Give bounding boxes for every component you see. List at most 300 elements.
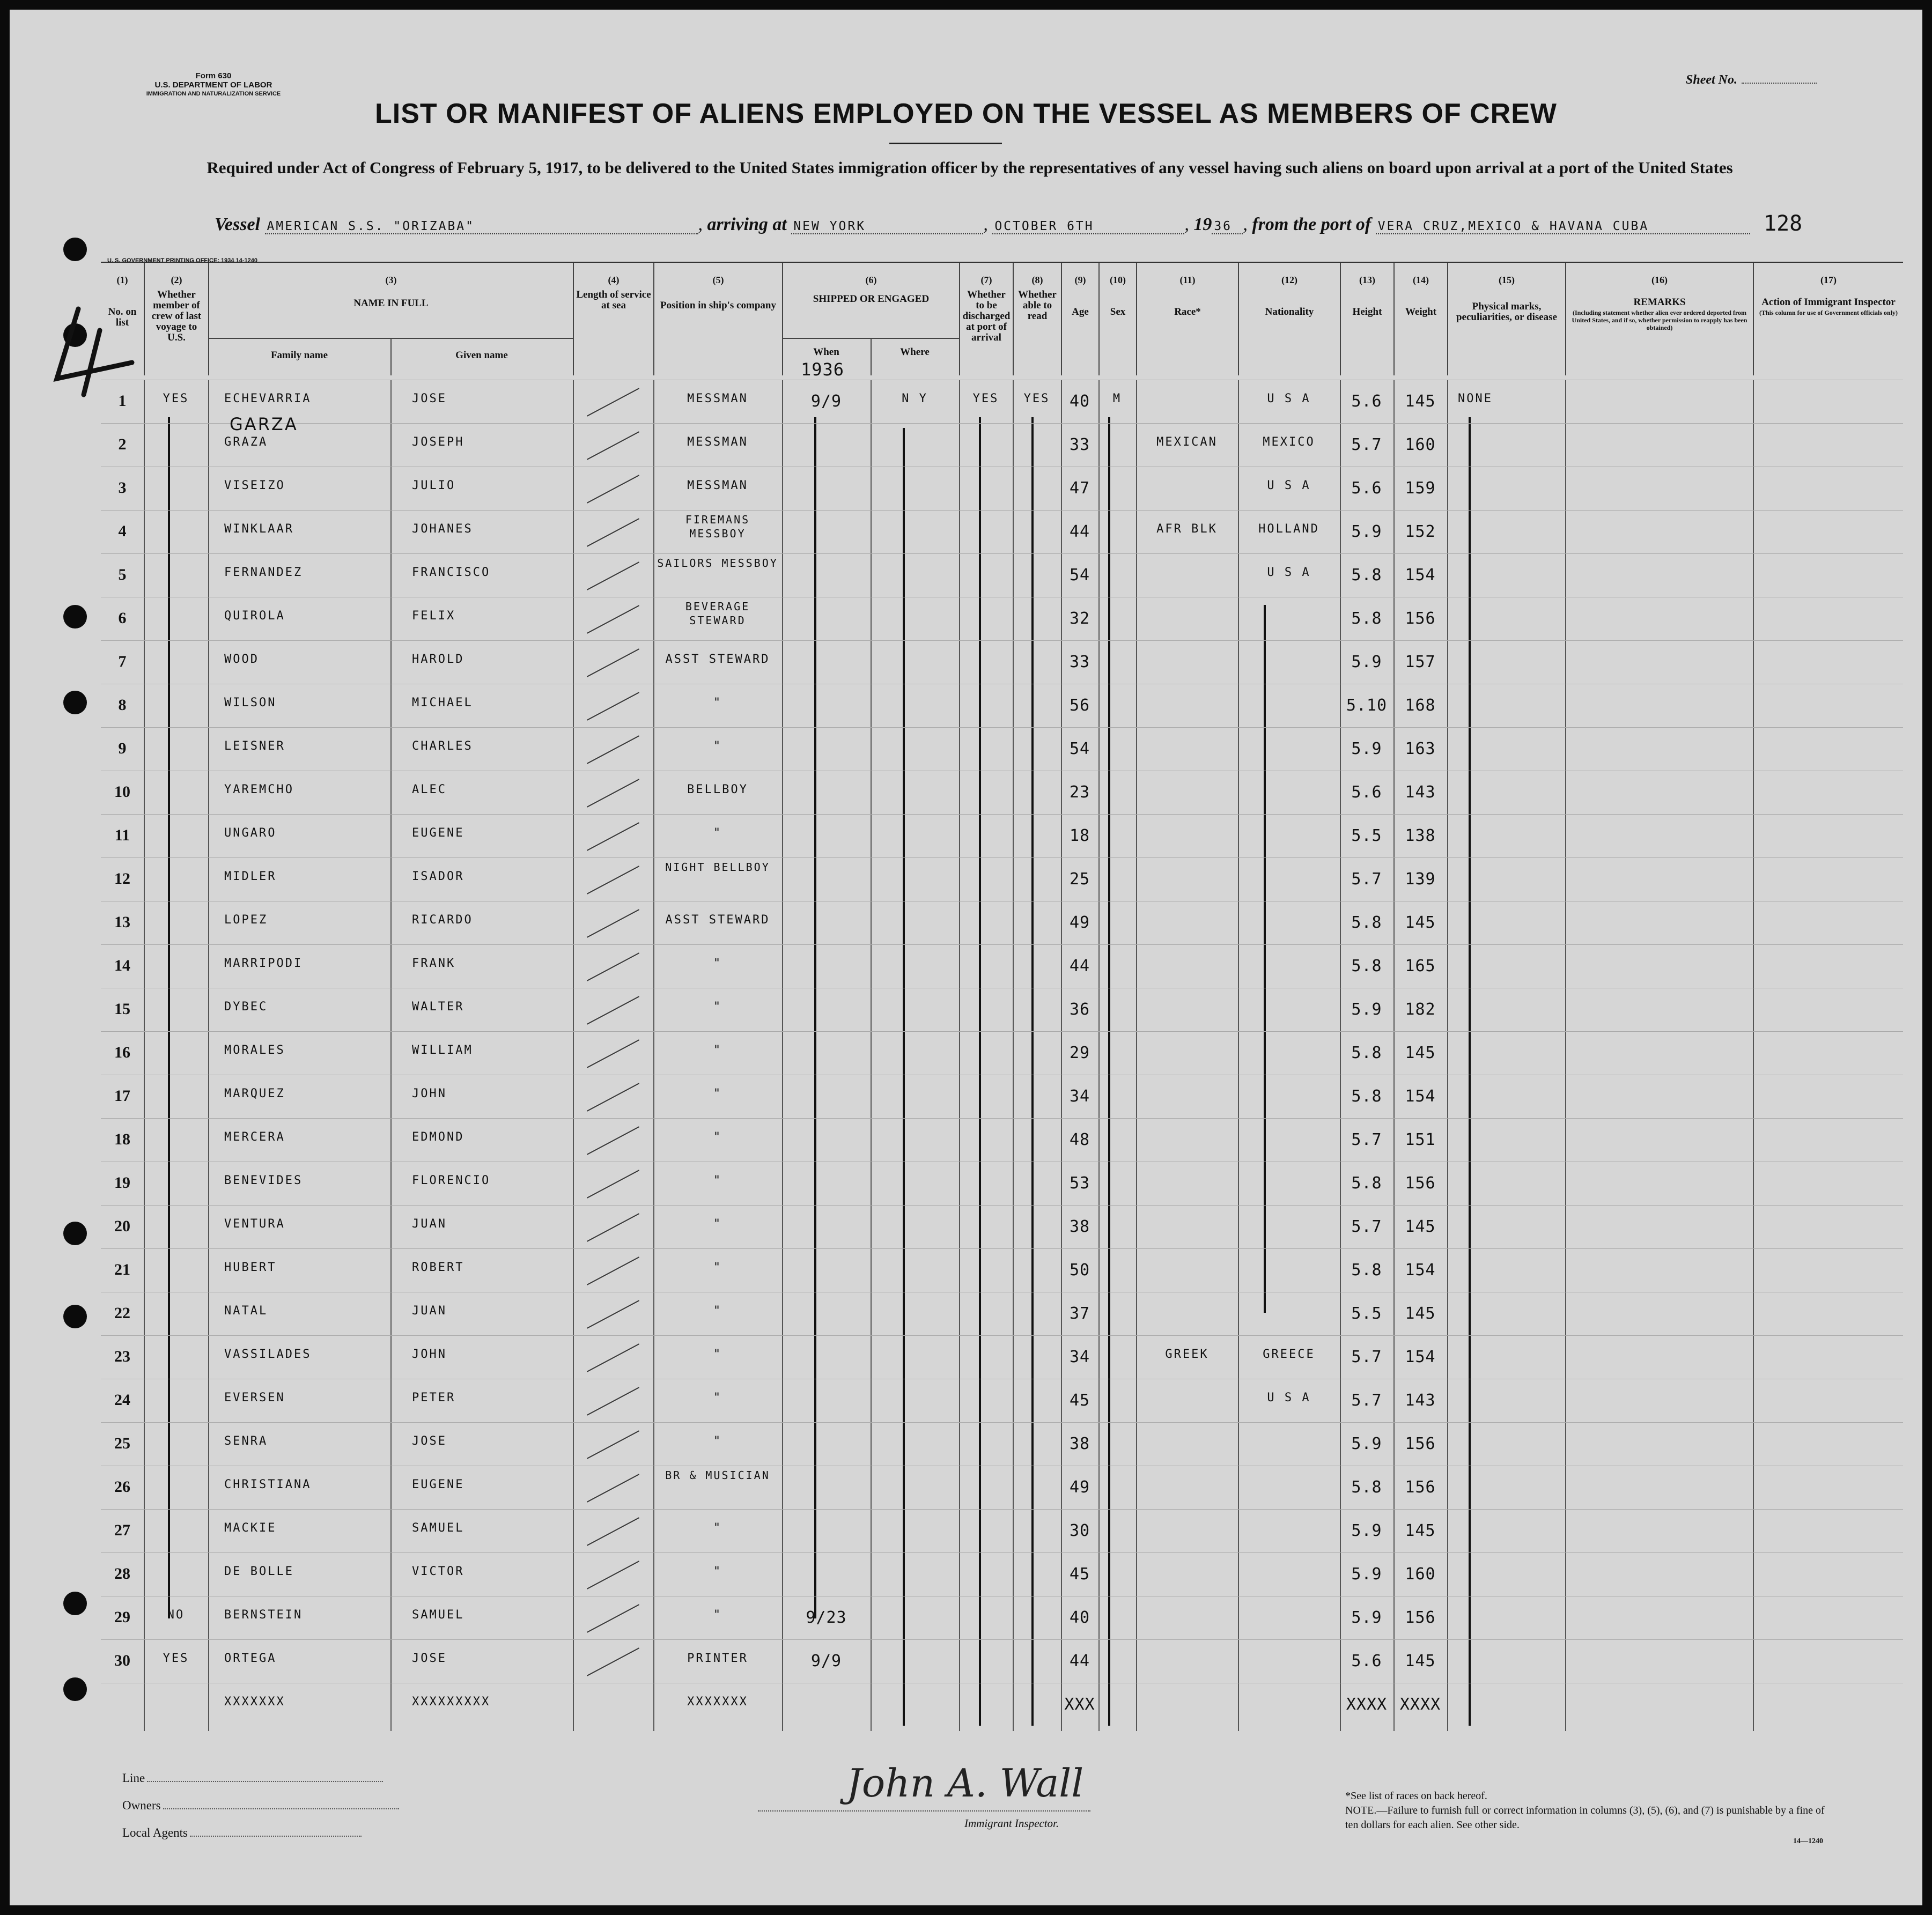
cell-n: 27 (114, 1521, 130, 1539)
cell-family: BERNSTEIN (224, 1608, 303, 1622)
cell-height: 5.8 (1351, 1478, 1382, 1497)
header-physical-marks: (15) Physical marks, peculiarities, or disease (1447, 263, 1565, 375)
cell-position: " (713, 1044, 722, 1057)
form-code: 14—1240 (1793, 1837, 1823, 1845)
cell-family: ECHEVARRIA (224, 392, 312, 405)
cell-position: " (713, 1521, 722, 1535)
cell-height: 5.6 (1351, 479, 1382, 498)
cell-given: CHARLES (412, 740, 473, 753)
cell-given: EDMOND (412, 1130, 464, 1144)
service-length-mark (587, 561, 639, 590)
cell-position: " (713, 1130, 722, 1144)
cell-given: PETER (412, 1391, 456, 1404)
cell-position: " (713, 1000, 722, 1014)
cell-position: " (713, 1217, 722, 1231)
cell-nationality: U S A (1267, 479, 1311, 492)
cell-marks: NONE (1458, 392, 1493, 405)
footnotes (1345, 1789, 1828, 1832)
cell-age: 45 (1069, 1565, 1090, 1584)
header-shipped-or-engaged: (6) SHIPPED OR ENGAGED (782, 263, 959, 375)
cell-height: 5.7 (1351, 1217, 1382, 1236)
footer-fields (122, 1764, 399, 1846)
cell-family: MIDLER (224, 870, 277, 883)
cell-given: WILLIAM (412, 1044, 473, 1057)
header-remarks: (16) REMARKS (Including statement whether alien ever ordered deported from United States, and if so, whether permission to reapply has been obtained) (1565, 263, 1753, 375)
cell-position: BEVERAGE STEWARD (685, 600, 750, 627)
service-length-mark (587, 1256, 639, 1285)
cell-weight: 154 (1405, 1087, 1436, 1106)
cell-age: 54 (1069, 740, 1090, 758)
punch-hole (63, 238, 87, 261)
cell-weight: 145 (1405, 913, 1436, 932)
manifest-sheet (10, 10, 1922, 1905)
cell-given: FRANK (412, 957, 456, 970)
cell-position: " (713, 1348, 722, 1361)
cell-nationality: U S A (1267, 566, 1311, 579)
page-number: 128 (1764, 211, 1803, 236)
header-age: (9) Age (1061, 263, 1098, 375)
table-row (101, 771, 1903, 815)
header-member-of-crew: (2) Whether member of crew of last voyage to U.S. (144, 263, 208, 375)
cell-family: BENEVIDES (224, 1174, 303, 1187)
cell-weight: XXXX (1399, 1695, 1441, 1714)
header-position: (5) Position in ship's company (653, 263, 782, 375)
cell-weight: 152 (1405, 522, 1436, 541)
cell-race: MEXICAN (1156, 435, 1218, 449)
header-discharged: (7) Whether to be discharged at port of arrival (959, 263, 1013, 375)
cell-age: 40 (1069, 392, 1090, 411)
cell-discharged: YES (972, 392, 999, 405)
cell-age: 56 (1069, 696, 1090, 715)
cell-height: 5.8 (1351, 913, 1382, 932)
arrival-year: 36 (1212, 219, 1243, 234)
table-row (101, 380, 1903, 424)
cell-family: FERNANDEZ (224, 566, 303, 579)
shipped-year: 1936 (801, 359, 845, 380)
vessel-name: AMERICAN S.S. "ORIZABA" (265, 219, 698, 234)
column-headers (101, 262, 1903, 380)
voyage-line: Vessel AMERICAN S.S. "ORIZABA" , arriving at NEW YORK , OCTOBER 6TH , 19 36 , from the port of VERA CRUZ,MEXICO & HAVANA CUBA (215, 215, 1750, 235)
service-length-mark (587, 822, 639, 851)
punch-hole (63, 1222, 87, 1245)
cell-weight: 157 (1405, 653, 1436, 671)
arriving-label: arriving at (707, 215, 787, 234)
cell-age: 25 (1069, 870, 1090, 889)
cell-nationality: MEXICO (1263, 435, 1315, 449)
cell-given: JOHN (412, 1087, 447, 1100)
cell-family: GRAZA (224, 435, 268, 449)
cell-age: 23 (1069, 783, 1090, 802)
cell-when: 9/23 (806, 1608, 847, 1627)
cell-height: 5.6 (1351, 783, 1382, 802)
inspector-label: Immigrant Inspector. (964, 1817, 1059, 1830)
service-length-mark (587, 518, 639, 546)
header-able-to-read: (8) Whether able to read (1013, 263, 1061, 375)
table-row (101, 1639, 1903, 1683)
table-row (101, 1422, 1903, 1466)
cell-read: YES (1023, 392, 1050, 405)
cell-family: MARQUEZ (224, 1087, 285, 1100)
cell-sex: M (1112, 392, 1122, 405)
cell-n: 17 (114, 1087, 130, 1105)
cell-n: 1 (118, 392, 127, 410)
cell-family: HUBERT (224, 1261, 277, 1274)
cell-n: 5 (118, 566, 127, 583)
cell-given: FLORENCIO (412, 1174, 491, 1187)
cell-height: 5.9 (1351, 1435, 1382, 1453)
table-row (101, 1379, 1903, 1423)
cell-position: " (713, 1304, 722, 1318)
cell-family: VASSILADES (224, 1348, 312, 1361)
service-length-mark (587, 692, 639, 720)
cell-height: 5.8 (1351, 1087, 1382, 1106)
cell-weight: 145 (1405, 1521, 1436, 1540)
cell-position: " (713, 1261, 722, 1274)
cell-position: " (713, 1174, 722, 1187)
cell-position: " (713, 957, 722, 970)
table-row (101, 1075, 1903, 1119)
handwritten-correction: GARZA (230, 414, 298, 434)
cell-weight: 151 (1405, 1130, 1436, 1149)
cell-height: 5.8 (1351, 1174, 1382, 1193)
cell-age: 30 (1069, 1521, 1090, 1540)
cell-family: WOOD (224, 653, 259, 666)
cell-race: GREEK (1165, 1348, 1209, 1361)
service-length-mark (587, 475, 639, 503)
cell-weight: 154 (1405, 1348, 1436, 1366)
table-row (101, 944, 1903, 988)
given-name-header: Given name (455, 350, 508, 361)
race-footnote: *See list of races on back hereof. (1345, 1790, 1487, 1802)
cell-weight: 160 (1405, 1565, 1436, 1584)
service-length-mark (587, 605, 639, 633)
service-length-mark (587, 909, 639, 937)
punch-hole (63, 1305, 87, 1328)
service-length-mark (587, 779, 639, 807)
cell-age: 38 (1069, 1217, 1090, 1236)
cell-age: 53 (1069, 1174, 1090, 1193)
cell-n: 25 (114, 1435, 130, 1452)
cell-weight: 143 (1405, 1391, 1436, 1410)
cell-position: XXXXXXX (687, 1695, 748, 1709)
cell-family: VISEIZO (224, 479, 285, 492)
table-row (101, 684, 1903, 728)
table-row (101, 1162, 1903, 1206)
cell-weight: 165 (1405, 957, 1436, 975)
cell-n: 9 (118, 740, 127, 757)
cell-weight: 163 (1405, 740, 1436, 758)
arrival-date: OCTOBER 6TH (992, 219, 1184, 234)
cell-age: 34 (1069, 1348, 1090, 1366)
cell-age: 44 (1069, 957, 1090, 975)
punch-hole (63, 605, 87, 629)
cell-n: 14 (114, 957, 130, 974)
cell-member: YES (163, 392, 189, 405)
cell-position: FIREMANS MESSBOY (685, 513, 750, 540)
service-length-mark (587, 1604, 639, 1632)
title-rule (889, 143, 1002, 144)
service-length-mark (587, 1083, 639, 1111)
year-prefix: 19 (1193, 215, 1212, 234)
cell-position: SAILORS MESSBOY (657, 557, 778, 570)
cell-given: JOHANES (412, 522, 473, 536)
cell-family: LEISNER (224, 740, 285, 753)
cell-position: BR & MUSICIAN (665, 1469, 770, 1482)
cell-age: 33 (1069, 435, 1090, 454)
cell-weight: 145 (1405, 392, 1436, 411)
cell-given: EUGENE (412, 826, 464, 840)
cell-weight: 156 (1405, 1608, 1436, 1627)
cell-family: QUIROLA (224, 609, 285, 623)
cell-age: 54 (1069, 566, 1090, 585)
cell-age: 40 (1069, 1608, 1090, 1627)
table-row (101, 1596, 1903, 1640)
departure-port: VERA CRUZ,MEXICO & HAVANA CUBA (1376, 219, 1750, 234)
cell-position: " (713, 826, 722, 840)
table-row (101, 857, 1903, 901)
header-no-on-list: (1) No. on list (108, 275, 137, 328)
cell-weight: 159 (1405, 479, 1436, 498)
table-row (101, 1509, 1903, 1553)
cell-height: 5.10 (1346, 696, 1388, 715)
cell-height: 5.6 (1351, 1652, 1382, 1670)
service-length-mark (587, 431, 639, 460)
service-length-mark (587, 1170, 639, 1198)
page-title: LIST OR MANIFEST OF ALIENS EMPLOYED ON THE VESSEL AS MEMBERS OF CREW (375, 98, 1557, 129)
cell-n: 22 (114, 1304, 130, 1322)
cell-family: UNGARO (224, 826, 277, 840)
signature-line (758, 1810, 1090, 1812)
cell-given: HAROLD (412, 653, 464, 666)
cell-given: RICARDO (412, 913, 473, 927)
cell-position: ASST STEWARD (665, 913, 770, 927)
cell-n: 28 (114, 1565, 130, 1583)
table-row (101, 510, 1903, 554)
cell-weight: 156 (1405, 1435, 1436, 1453)
printing-office-line: U. S. GOVERNMENT PRINTING OFFICE: 1934 14-1240 (107, 257, 257, 264)
table-row (101, 1683, 1903, 1727)
cell-n: 7 (118, 653, 127, 670)
punch-hole (63, 691, 87, 714)
service-length-mark (587, 1343, 639, 1372)
service-length-mark (587, 1300, 639, 1328)
service-length-mark (587, 388, 639, 416)
cell-age: 45 (1069, 1391, 1090, 1410)
cell-n: 26 (114, 1478, 130, 1496)
cell-position: " (713, 1608, 722, 1622)
cell-n: 19 (114, 1174, 130, 1192)
where-header: Where (900, 346, 930, 358)
service-length-mark (587, 1561, 639, 1589)
cell-age: 49 (1069, 1478, 1090, 1497)
cell-height: 5.8 (1351, 609, 1382, 628)
cell-weight: 156 (1405, 1478, 1436, 1497)
cell-weight: 154 (1405, 566, 1436, 585)
form-number: Form 630 (195, 71, 232, 80)
cell-family: MORALES (224, 1044, 285, 1057)
cell-weight: 154 (1405, 1261, 1436, 1280)
cell-age: 29 (1069, 1044, 1090, 1062)
service-length-mark (587, 1474, 639, 1502)
cell-n: 8 (118, 696, 127, 714)
service-length-mark (587, 1387, 639, 1415)
table-row (101, 1292, 1903, 1336)
cell-height: 5.7 (1351, 435, 1382, 454)
service-length-mark (587, 1647, 639, 1676)
cell-n: 12 (114, 870, 130, 888)
cell-height: 5.9 (1351, 1000, 1382, 1019)
cell-given: ROBERT (412, 1261, 464, 1274)
cell-n: 3 (118, 479, 127, 497)
cell-age: 47 (1069, 479, 1090, 498)
cell-family: CHRISTIANA (224, 1478, 312, 1491)
sheet-number-field (1742, 73, 1817, 84)
cell-family: MACKIE (224, 1521, 277, 1535)
cell-position: PRINTER (687, 1652, 748, 1665)
cell-race: AFR BLK (1156, 522, 1218, 536)
crew-table (101, 380, 1903, 1731)
inspector-signature: John A. Wall (846, 1761, 1084, 1806)
cell-family: WILSON (224, 696, 277, 709)
cell-age: 49 (1069, 913, 1090, 932)
cell-position: " (713, 1087, 722, 1100)
cell-height: 5.8 (1351, 1261, 1382, 1280)
cell-age: 50 (1069, 1261, 1090, 1280)
service-length-mark (587, 996, 639, 1024)
cell-weight: 145 (1405, 1652, 1436, 1670)
table-row (101, 1205, 1903, 1249)
table-row (101, 1031, 1903, 1075)
cell-family: NATAL (224, 1304, 268, 1318)
cell-height: 5.7 (1351, 1348, 1382, 1366)
cell-family: MERCERA (224, 1130, 285, 1144)
cell-position: MESSMAN (687, 435, 748, 449)
service-length-mark (587, 1213, 639, 1241)
cell-family: SENRA (224, 1435, 268, 1448)
cell-given: JOSE (412, 1652, 447, 1665)
cell-given: JULIO (412, 479, 456, 492)
cell-family: WINKLAAR (224, 522, 294, 536)
from-port-label: from the port of (1252, 215, 1371, 234)
cell-age: 36 (1069, 1000, 1090, 1019)
cell-n: 16 (114, 1044, 130, 1061)
cell-given: FELIX (412, 609, 456, 623)
cell-n: 10 (114, 783, 130, 801)
table-row (101, 1466, 1903, 1510)
cell-family: MARRIPODI (224, 957, 303, 970)
cell-n: 20 (114, 1217, 130, 1235)
cell-given: MICHAEL (412, 696, 473, 709)
cell-weight: 168 (1405, 696, 1436, 715)
header-name-in-full: (3) NAME IN FULL (208, 263, 573, 375)
punch-hole (63, 1677, 87, 1701)
cell-given: SAMUEL (412, 1608, 464, 1622)
cell-age: 44 (1069, 522, 1090, 541)
table-row (101, 1248, 1903, 1292)
service-length-mark (587, 866, 639, 894)
form-identifier (109, 71, 318, 99)
handwritten-check-mark (46, 298, 137, 400)
service-length-mark (587, 648, 639, 677)
header-nationality: (12) Nationality (1238, 263, 1340, 375)
cell-age: 48 (1069, 1130, 1090, 1149)
cell-height: XXXX (1346, 1695, 1388, 1714)
table-row (101, 901, 1903, 945)
cell-height: 5.7 (1351, 1391, 1382, 1410)
cell-weight: 145 (1405, 1304, 1436, 1323)
cell-n: 15 (114, 1000, 130, 1018)
cell-weight: 145 (1405, 1044, 1436, 1062)
table-row (101, 1335, 1903, 1379)
cell-age: 37 (1069, 1304, 1090, 1323)
punch-hole (63, 1592, 87, 1615)
cell-position: MESSMAN (687, 479, 748, 492)
cell-nationality: U S A (1267, 1391, 1311, 1404)
cell-family: DYBEC (224, 1000, 268, 1014)
cell-given: FRANCISCO (412, 566, 491, 579)
cell-n: 24 (114, 1391, 130, 1409)
table-row (101, 727, 1903, 771)
cell-when: 9/9 (810, 1652, 842, 1670)
header-sex: (10) Sex (1098, 263, 1136, 375)
cell-given: VICTOR (412, 1565, 464, 1578)
table-row (101, 597, 1903, 641)
cell-height: 5.9 (1351, 1608, 1382, 1627)
cell-n: 23 (114, 1348, 130, 1365)
line-field: Line (122, 1764, 399, 1792)
cell-when: 9/9 (810, 392, 842, 411)
cell-height: 5.9 (1351, 740, 1382, 758)
cell-weight: 139 (1405, 870, 1436, 889)
table-row (101, 414, 1903, 467)
header-weight: (14) Weight (1393, 263, 1447, 375)
cell-n: 30 (114, 1652, 130, 1669)
cell-n: 18 (114, 1130, 130, 1148)
when-header: When (813, 346, 839, 358)
cell-given: EUGENE (412, 1478, 464, 1491)
cell-n: 6 (118, 609, 127, 627)
cell-given: WALTER (412, 1000, 464, 1014)
cell-given: XXXXXXXXX (412, 1695, 491, 1709)
header-race: (11) Race* (1136, 263, 1238, 375)
cell-family: VENTURA (224, 1217, 285, 1231)
cell-age: 18 (1069, 826, 1090, 845)
cell-position: NIGHT BELLBOY (665, 861, 770, 874)
cell-nationality: HOLLAND (1258, 522, 1319, 536)
cell-weight: 182 (1405, 1000, 1436, 1019)
cell-family: ORTEGA (224, 1652, 277, 1665)
cell-family: LOPEZ (224, 913, 268, 927)
cell-n: 2 (118, 435, 127, 453)
cell-position: " (713, 696, 722, 709)
cell-n: 21 (114, 1261, 130, 1278)
cell-age: 38 (1069, 1435, 1090, 1453)
sheet-number-label: Sheet No. (1686, 73, 1737, 87)
service-length-mark (587, 1126, 639, 1155)
header-inspector-action: (17) Action of Immigrant Inspector (This column for use of Government officials only) (1753, 263, 1903, 375)
cell-nationality: GREECE (1263, 1348, 1315, 1361)
cell-family: YAREMCHO (224, 783, 294, 796)
penalty-note: NOTE.—Failure to furnish full or correct information in columns (3), (5), (6), and (7) is punishable by a fine of ten dollars for each alien. See other side. (1345, 1805, 1825, 1831)
cell-height: 5.8 (1351, 1044, 1382, 1062)
cell-n: 13 (114, 913, 130, 931)
cell-given: JUAN (412, 1304, 447, 1318)
cell-height: 5.5 (1351, 1304, 1382, 1323)
table-row (101, 467, 1903, 511)
cell-weight: 145 (1405, 1217, 1436, 1236)
cell-family: DE BOLLE (224, 1565, 294, 1578)
cell-height: 5.9 (1351, 1521, 1382, 1540)
